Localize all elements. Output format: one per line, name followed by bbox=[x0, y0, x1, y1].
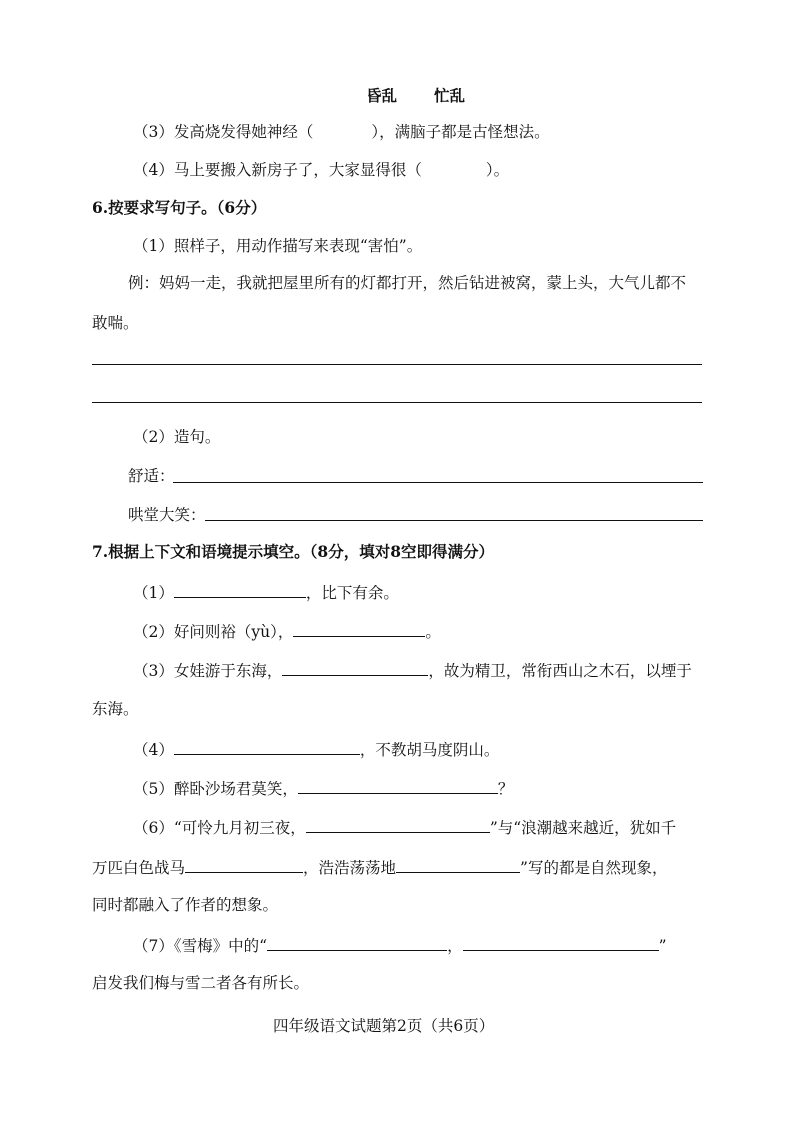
q7-item4-num: （4） bbox=[133, 741, 174, 759]
q6-word2-label: 哄堂大笑： bbox=[128, 506, 206, 524]
q7-item2 bbox=[133, 620, 441, 642]
q7-item2-num: （2） bbox=[133, 623, 174, 641]
q7-item5 bbox=[133, 777, 513, 799]
q6-word2-line[interactable] bbox=[205, 520, 703, 521]
q7-item6-blank3[interactable] bbox=[396, 856, 520, 873]
q7-item7-line2: 启发我们梅与雪二者各有所长。 bbox=[92, 974, 310, 992]
q7-item2-before: 好问则裕（yù）， bbox=[173, 623, 294, 641]
q7-item2-after: 。 bbox=[425, 623, 441, 641]
q7-item6-b: ”与“浪潮越来越近，犹如千 bbox=[489, 819, 677, 837]
q7-item3-blank[interactable] bbox=[282, 659, 428, 676]
q6-sub1: （1）照样子，用动作描写来表现“害怕”。 bbox=[133, 237, 423, 255]
q6-example-line1: 例：妈妈一走，我就把屋里所有的灯都打开，然后钻进被窝，蒙上头，大气儿都不 bbox=[128, 274, 687, 292]
q7-item3-after: ，故为精卫，常衔西山之木石，以堙于 bbox=[428, 662, 692, 680]
q6-answer-line-1[interactable] bbox=[92, 364, 702, 365]
q7-item6-blank2[interactable] bbox=[185, 856, 303, 873]
q7-item6-e: ”写的都是自然现象， bbox=[520, 859, 668, 877]
q7-item5-blank[interactable] bbox=[298, 777, 498, 794]
q5-item4-after: ）。 bbox=[485, 161, 510, 179]
q5-item4 bbox=[133, 160, 509, 180]
q7-item4-after: ，不教胡马度阴山。 bbox=[359, 741, 500, 759]
q7-item7-c: ” bbox=[658, 937, 667, 955]
q7-item7-b: ， bbox=[447, 937, 463, 955]
page-footer: 四年级语文试题第2页（共6页） bbox=[273, 1017, 495, 1035]
q7-item3-num: （3） bbox=[133, 662, 174, 680]
word-mangluan: 忙乱 bbox=[434, 86, 466, 105]
q7-item7 bbox=[133, 934, 667, 956]
q5-item3-after: ），满脑子都是古怪想法。 bbox=[371, 123, 550, 141]
q5-item4-before: 马上要搬入新房子了，大家显得很（ bbox=[173, 161, 422, 179]
q7-item5-after: ？ bbox=[497, 780, 514, 798]
q5-item3-before: 发高烧发得她神经（ bbox=[173, 123, 314, 141]
q7-item6-line2 bbox=[92, 856, 667, 878]
q7-item6-d: ，浩浩荡荡地 bbox=[303, 859, 397, 877]
q7-item5-before: 醉卧沙场君莫笑， bbox=[173, 780, 298, 798]
q7-item4-blank[interactable] bbox=[174, 738, 360, 755]
q7-title: 7.根据上下文和语境提示填空。（8分，填对8空即得满分） bbox=[92, 542, 495, 561]
q7-item5-num: （5） bbox=[133, 780, 174, 798]
q7-item7-a: 《雪梅》中的“ bbox=[173, 937, 268, 955]
q7-item3-line2: 东海。 bbox=[92, 700, 139, 718]
q6-title: 6.按要求写句子。（6分） bbox=[92, 198, 267, 217]
q7-item7-blank1[interactable] bbox=[267, 934, 447, 951]
q7-item7-blank2[interactable] bbox=[463, 934, 659, 951]
q7-item1-num: （1） bbox=[133, 584, 174, 602]
q7-item2-blank[interactable] bbox=[293, 620, 425, 637]
q7-item4 bbox=[133, 738, 499, 760]
q7-item6-line3: 同时都融入了作者的想象。 bbox=[92, 896, 279, 914]
word-hunluan: 昏乱 bbox=[366, 86, 398, 105]
q7-item1 bbox=[133, 581, 399, 603]
q7-item6-num: （6） bbox=[133, 819, 174, 837]
q7-item6-a: “可怜九月初三夜， bbox=[173, 819, 306, 837]
q7-item6-c: 万匹白色战马 bbox=[92, 859, 186, 877]
q6-sub2: （2）造句。 bbox=[133, 428, 221, 446]
q7-item6-blank1[interactable] bbox=[306, 816, 490, 833]
q6-word1-label: 舒适： bbox=[128, 467, 175, 485]
q7-item7-num: （7） bbox=[133, 937, 174, 955]
q6-answer-line-2[interactable] bbox=[92, 402, 702, 403]
q7-item1-blank[interactable] bbox=[174, 581, 306, 598]
q5-item3-num: （3） bbox=[133, 123, 174, 141]
q5-item3 bbox=[133, 122, 550, 142]
q5-item4-num: （4） bbox=[133, 161, 174, 179]
q7-item3-before: 女娃游于东海， bbox=[173, 662, 283, 680]
q6-example-line2: 敢喘。 bbox=[92, 314, 139, 332]
q6-word1-line[interactable] bbox=[173, 482, 703, 483]
q7-item3 bbox=[133, 659, 692, 681]
q7-item6-line1 bbox=[133, 816, 676, 838]
q7-item1-after: ，比下有余。 bbox=[305, 584, 399, 602]
